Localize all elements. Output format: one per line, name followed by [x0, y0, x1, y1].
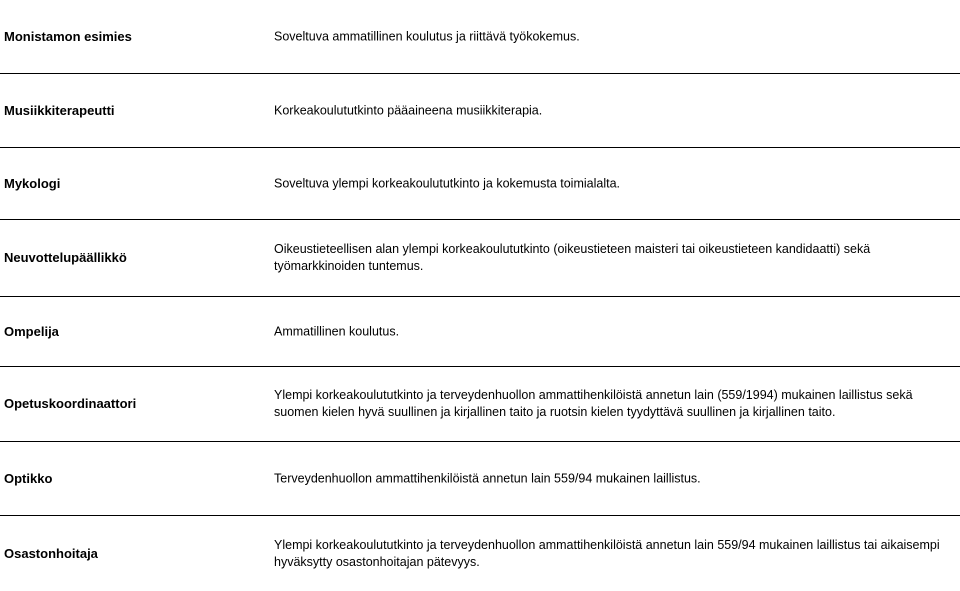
job-title: Neuvottelupäällikkö	[4, 250, 127, 265]
table-row	[0, 148, 960, 220]
job-title: Ompelija	[4, 323, 59, 339]
table-row	[0, 367, 960, 442]
job-requirement: Ylempi korkeakoulututkinto ja terveydenhuollon ammattihenkilöistä annetun lain (559/1994) mukainen laillistus sekä suomen kielen hyvä suullinen ja kirjallinen taito ja ruotsin kielen tyydyttävä suullinen ja kirjallinen taito.	[274, 388, 913, 419]
job-requirement: Ylempi korkeakoulututkinto ja terveydenhuollon ammattihenkilöistä annetun lain 559/94 mukainen laillistus tai aikaisempi hyväksytty osastonhoitajan pätevyys.	[274, 537, 940, 569]
job-title: Osastonhoitaja	[4, 545, 98, 561]
table-row	[0, 516, 960, 591]
table-row	[0, 297, 960, 367]
job-title: Musiikkiterapeutti	[4, 102, 115, 118]
job-title: Monistamon esimies	[4, 29, 132, 44]
job-title: Optikko	[4, 470, 53, 486]
table-row	[0, 220, 960, 297]
job-requirement: Ammatillinen koulutus.	[274, 324, 400, 338]
job-requirement: Terveydenhuollon ammattihenkilöistä annetun lain 559/94 mukainen laillistus.	[274, 471, 701, 485]
job-title: Mykologi	[4, 175, 61, 191]
job-requirement: Soveltuva ylempi korkeakoulututkinto ja kokemusta toimialalta.	[274, 176, 621, 190]
job-requirement: Korkeakoulututkinto pääaineena musiikkiterapia.	[274, 103, 543, 117]
table-row	[0, 442, 960, 516]
table-row	[0, 74, 960, 148]
table-row	[0, 0, 960, 74]
job-title: Opetuskoordinaattori	[4, 396, 137, 411]
job-requirement: Soveltuva ammatillinen koulutus ja riittävä työkokemus.	[274, 29, 580, 44]
job-requirement: Oikeustieteellisen alan ylempi korkeakoulututkinto (oikeustieteen maisteri tai oikeustieteen kandidaatti) sekä työmarkkinoiden tuntemus.	[274, 242, 871, 273]
